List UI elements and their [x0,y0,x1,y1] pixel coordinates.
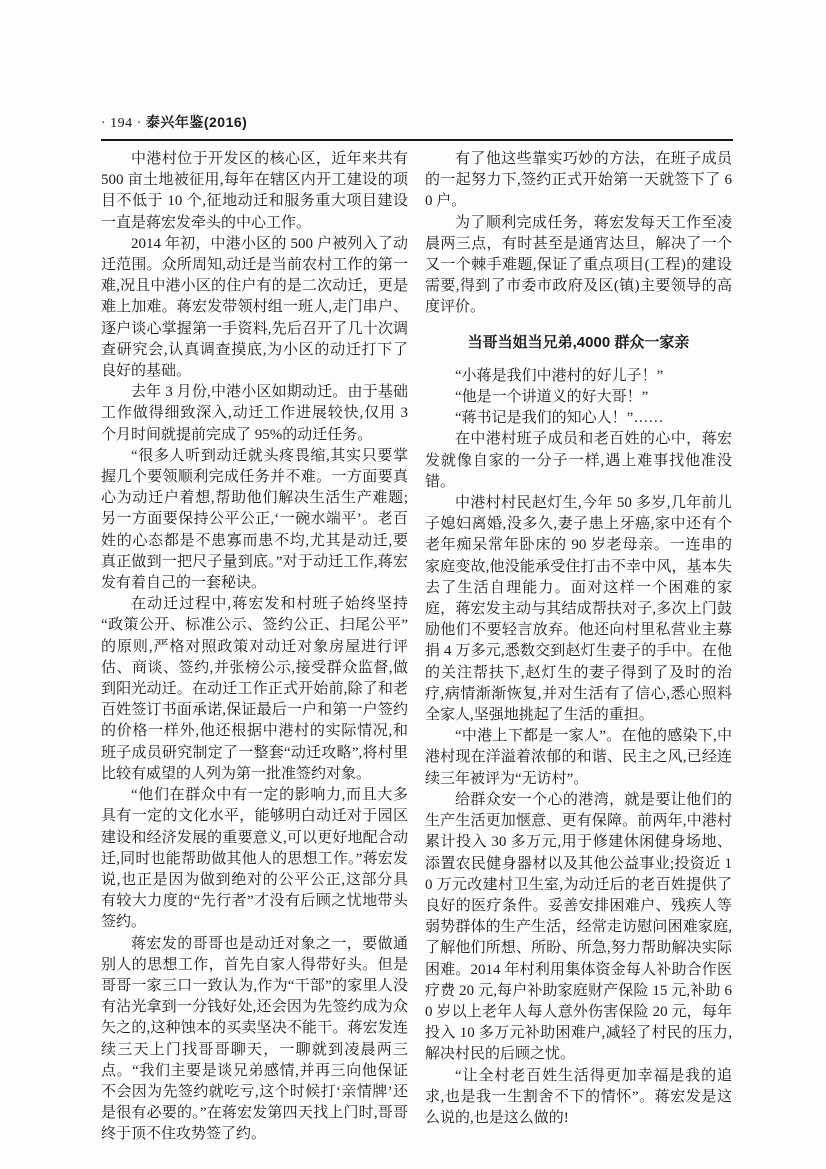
quote-line: “小蒋是我们中港村的好儿子！” [455,367,664,384]
paragraph: “中港上下都是一家人”。在他的感染下,中港村现在洋溢着浓郁的和谐、民主之风,已经连续三年被评为“无访村”。 [425,728,732,787]
left-column [101,149,408,1146]
publication-title: 泰兴年鉴(2016) [145,114,248,130]
right-column [425,149,732,1146]
header-bullet-left: · [101,116,107,131]
header-rule-divider [101,139,733,141]
section-heading: 当哥当姐当兄弟,4000 群众一家亲 [467,333,690,351]
running-header [101,112,733,134]
paragraph: 蒋宏发的哥哥也是动迁对象之一，要做通别人的思想工作，首先自家人得带好头。但是哥哥一家三口一致认为,作为“干部”的家里人没有沾光拿到一分钱好处,还会因为先签约成为众矢之的,这种蚀本的买卖坚决不能干。蒋宏发连续三天上门找哥哥聊天，一聊就到凌晨两三点。“我们主要是谈兄弟感情,并再三向他保证不会因为先签约就吃亏,这个时候打‘亲情牌’还是很有必要的。”在蒋宏发第四天找上门时,哥哥终于顶不住攻势签了约。 [101,935,408,1143]
article-body [101,149,733,1146]
paragraph: “他们在群众中有一定的影响力,而且大多具有一定的文化水平，能够明白动迁对于园区建设和经济发展的重要意义,可以更好地配合动迁,同时也能帮助做其他人的思想工作。”蒋宏发说,也正是因为做到绝对的公平公正,这部分具有较大力度的“先行者”才没有后顾之忧地带头签约。 [101,787,408,931]
paragraph: 在动迁过程中,蒋宏发和村班子始终坚持“政策公开、标准公示、签约公正、扫尾公平”的原则,严格对照政策对动迁对象房屋进行评估、商谈、签约,并张榜公示,接受群众监督,做到阳光动迁。在动迁工作正式开始前,除了和老百姓签订书面承诺,保证最后一户和第一户签约的价格一样外,他还根据中港村的实际情况,和班子成员研究制定了一整套“动迁攻略”,将村里比较有威望的人列为第一批准签约对象。 [101,596,408,782]
paragraph: “让全村老百姓生活得更加幸福是我的追求,也是我一生割舍不下的情怀”。蒋宏发是这么说的,也是这么做的! [425,1067,732,1126]
paragraph: 给群众安一个心的港湾，就是要让他们的生产生活更加惬意、更有保障。前两年,中港村累计投入 30 多万元,用于修建休闲健身场地、添置农民健身器材以及其他公益事业;投资近 10 万元改建村卫生室,为动迁后的老百姓提供了良好的医疗条件。妥善安排困难户、残疾人等弱势群体的生产生活，经常走访慰问困难家庭,了解他们所想、所盼、所急,努力帮助解决实际困难。2014 年村利用集体资金每人补助合作医疗费 20 元,每户补助家庭财产保险 15 元,补助 60 岁以上老年人每人意外伤害保险 20 元，每年投入 10 多万元补助困难户,减轻了村民的压力,解决村民的后顾之忧。 [425,791,732,1063]
paragraph: 在中港村班子成员和老百姓的心中，蒋宏发就像自家的一分子一样,遇上难事找他准没错。 [425,431,732,490]
quote-line: “蒋书记是我们的知心人！”…… [455,410,664,427]
paragraph: 有了他这些靠实巧妙的方法，在班子成员的一起努力下,签约正式开始第一天就签下了 60 户。 [425,151,732,210]
paragraph: 中港村村民赵灯生,今年 50 多岁,几年前儿子媳妇离婚,没多久,妻子患上牙癌,家中还有个老年痴呆常年卧床的 90 岁老母亲。一连串的家庭变故,他没能承受住打击不幸中风，基本失去了生活自理能力。面对这样一个困难的家庭，蒋宏发主动与其结成帮扶对子,多次上门鼓励他们不要轻言放弃。他还向村里私营业主募捐 4 万多元,悉数交到赵灯生妻子的手中。在他的关注帮扶下,赵灯生的妻子得到了及时的治疗,病情渐渐恢复,并对生活有了信心,悉心照料全家人,坚强地挑起了生活的重担。 [425,495,732,724]
quote-line: “他是一个讲道义的好大哥！” [455,389,649,406]
paragraph: 中港村位于开发区的核心区，近年来共有 500 亩土地被征用,每年在辖区内开工建设的项目不低于 10 个,征地动迁和服务重大项目建设一直是蒋宏发牵头的中心工作。 [101,151,408,231]
paragraph: 为了顺利完成任务，蒋宏发每天工作至凌晨两三点，有时甚至是通宵达旦，解决了一个又一个棘手难题,保证了重点项目(工程)的建设需要,得到了市委市政府及区(镇)主要领导的高度评价。 [425,214,732,316]
page-number: 194 [110,116,133,131]
paragraph: 2014 年初，中港小区的 500 户被列入了动迁范围。众所周知,动迁是当前农村工作的第一难,况且中港小区的住户有的是二次动迁，更是难上加难。蒋宏发带领村组一班人,走门串户、逐户谈心掌握第一手资料,先后召开了几十次调查研究会,认真调查摸底,为小区的动迁打下了良好的基础。 [101,235,408,380]
paragraph: 去年 3 月份,中港小区如期动迁。由于基础工作做得细致深入,动迁工作进展较快,仅用 3 个月时间就提前完成了 95%的动迁任务。 [101,384,408,443]
paragraph: “很多人听到动迁就头疼畏缩,其实只要掌握几个要领顺利完成任务并不难。一方面要真心为动迁户着想,帮助他们解决生活生产难题;另一方面要保持公平公正,‘一碗水端平’。老百姓的心态都是不患寡而患不均,尤其是动迁,要真正做到一把尺子量到底。”对于动迁工作,蒋宏发有着自己的一套秘诀。 [101,447,408,592]
header-bullet-right: · [136,116,142,131]
